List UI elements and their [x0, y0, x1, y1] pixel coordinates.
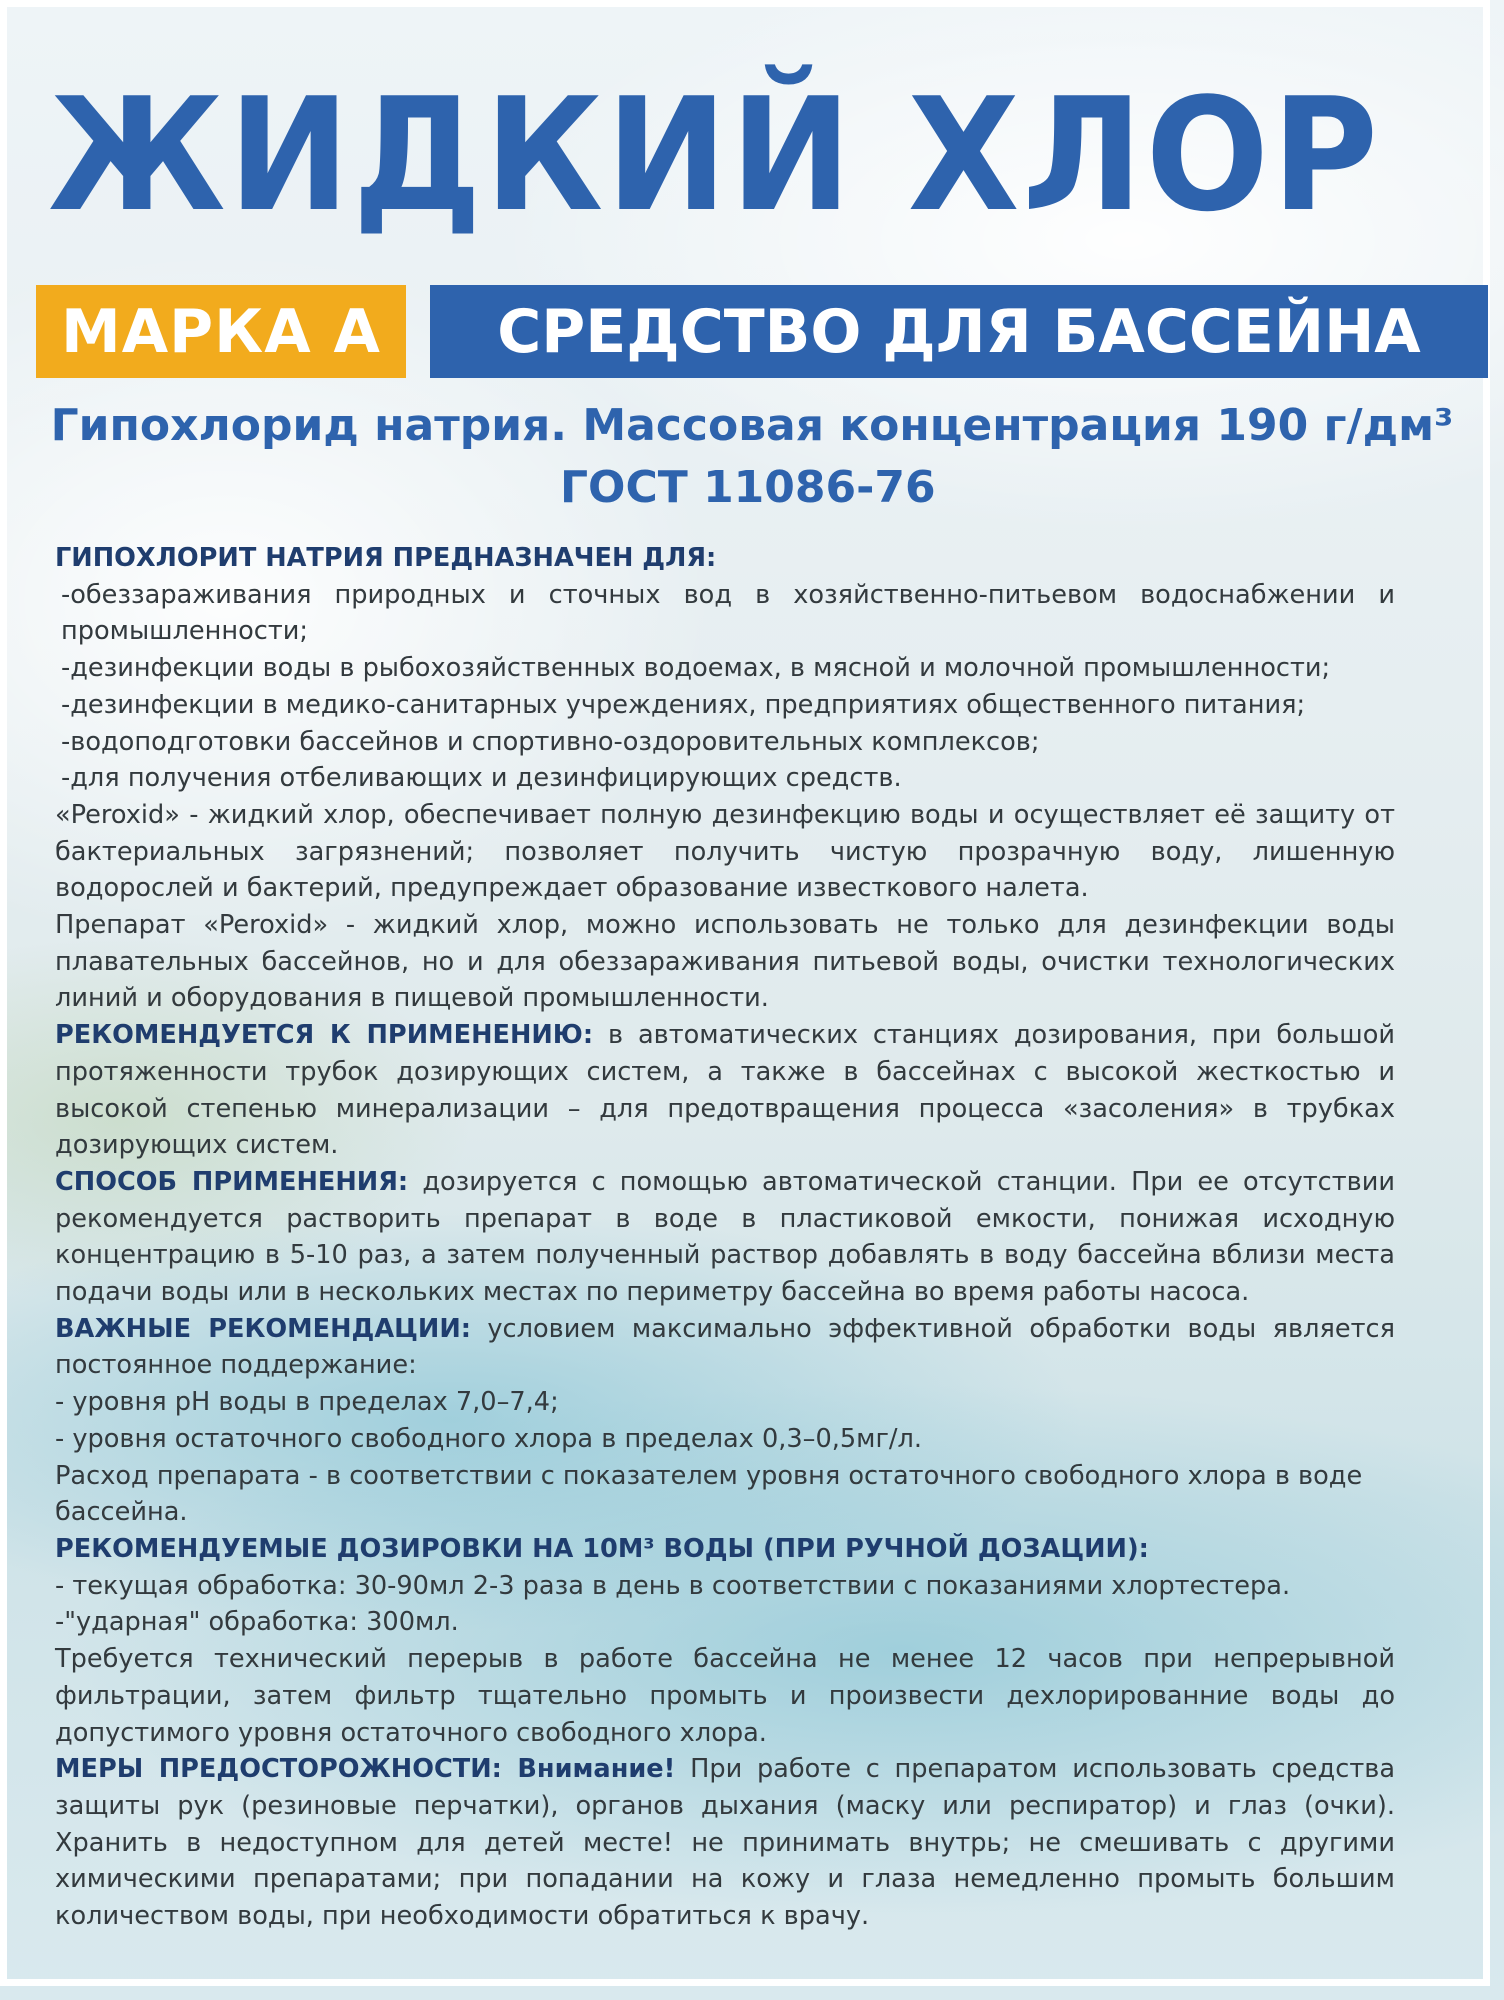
important-section [55, 1311, 1395, 1384]
intro-item: -дезинфекции в медико-санитарных учреждениях, предприятиях общественного питания; [61, 689, 1306, 720]
composition-subtitle: Гипохлорид натрия. Массовая концентрация 190 г/дм³ [50, 400, 1454, 451]
consumption-text: Расход препарата - в соответствии с показателем уровня остаточного свободного хлора в воде бассейна. [55, 1460, 1363, 1528]
intro-item: -обеззараживания природных и сточных вод в хозяйственно-питьевом водоснабжении и промышленности; [61, 579, 1395, 647]
intro-item: -дезинфекции воды в рыбохозяйственных водоемах, в мясной и молочной промышленности; [61, 653, 1331, 684]
dosage-item: -"ударная" обработка: 300мл. [55, 1607, 459, 1638]
dosage-item: - текущая обработка: 30-90мл 2-3 раза в день в соответствии с показаниями хлортестера. [55, 1570, 1291, 1601]
intro-item: -для получения отбеливающих и дезинфицирующих средств. [61, 763, 902, 794]
method-label: СПОСОБ ПРИМЕНЕНИЯ: [55, 1166, 409, 1197]
recommended-section [55, 1017, 1395, 1164]
precautions-section [55, 1751, 1395, 1935]
important-label: ВАЖНЫЕ РЕКОМЕНДАЦИИ: [55, 1313, 471, 1344]
precautions-text: При работе с препаратом использовать средства защиты рук (резиновые перчатки), органов дыхания (маску или респиратор) и глаз (очки). Хранить в недоступном для детей месте! не принимать внутрь; не смешивать с другими химическими препаратами; при попадании на кожу и глаза немедленно промыть большим количеством воды, при необходимости обратиться к врачу. [55, 1754, 1396, 1932]
paragraph-peroxid: «Peroxid» - жидкий хлор, обеспечивает полную дезинфекцию воды и осуществляет её защиту от бактериальных загрязнений; позволяет получить чистую прозрачную воду, лишенную водорослей и бактерий, предупреждает образование известкового налета. [55, 799, 1395, 904]
grade-badge-label: МАРКА А [61, 296, 381, 367]
paragraph-usage: Препарат «Peroxid» - жидкий хлор, можно использовать не только для дезинфекции воды плавательных бассейнов, но и для обеззараживания питьевой воды, очистки технологических линий и оборудования в пищевой промышленности. [55, 910, 1395, 1014]
precautions-label: МЕРЫ ПРЕДОСТОРОЖНОСТИ: Внимание! [55, 1754, 676, 1785]
method-text: дозируется с помощью автоматической станции. При ее отсутствии рекомендуется растворить препарат в воде в пластиковой емкости, понижая исходную концентрацию в 5-10 раз, а затем полученный раствор добавлять в воду бассейна вблизи места подачи воды или в нескольких местах по периметру бассейна во время работы насоса. [55, 1166, 1395, 1308]
dosage-heading: РЕКОМЕНДУЕМЫЕ ДОЗИРОВКИ НА 10М³ ВОДЫ (ПРИ РУЧНОЙ ДОЗАЦИИ): [55, 1533, 1149, 1564]
important-item: - уровня остаточного свободного хлора в пределах 0,3–0,5мг/л. [55, 1423, 923, 1454]
purpose-badge [430, 285, 1488, 378]
description-body [55, 540, 1395, 1935]
important-item: - уровня pH воды в пределах 7,0–7,4; [55, 1387, 559, 1418]
product-title: ЖИДКИЙ ХЛОР [48, 64, 1381, 246]
standard-subtitle: ГОСТ 11086-76 [560, 462, 936, 513]
method-section [55, 1164, 1395, 1311]
grade-badge [36, 285, 406, 378]
recommended-label: РЕКОМЕНДУЕТСЯ К ПРИМЕНЕНИЮ: [55, 1020, 594, 1051]
purpose-badge-label: СРЕДСТВО ДЛЯ БАССЕЙНА [497, 296, 1421, 367]
intro-heading: ГИПОХЛОРИТ НАТРИЯ ПРЕДНАЗНАЧЕН ДЛЯ: [55, 543, 717, 573]
important-text: условием максимально эффективной обработки воды является постоянное поддержание: [55, 1313, 1395, 1381]
recommended-text: в автоматических станциях дозирования, при большой протяженности трубок дозирующих систем, а также в бассейнах с высокой жесткостью и высокой степенью минерализации – для предотвращения процесса «засоления» в трубках дозирующих систем. [55, 1020, 1395, 1161]
intro-item: -водоподготовки бассейнов и спортивно-оздоровительных комплексов; [61, 726, 1040, 757]
dosage-note: Требуется технический перерыв в работе бассейна не менее 12 часов при непрерывной фильтрации, затем фильтр тщательно промыть и произвести дехлорированние воды до допустимого уровня остаточного свободного хлора. [55, 1644, 1395, 1748]
